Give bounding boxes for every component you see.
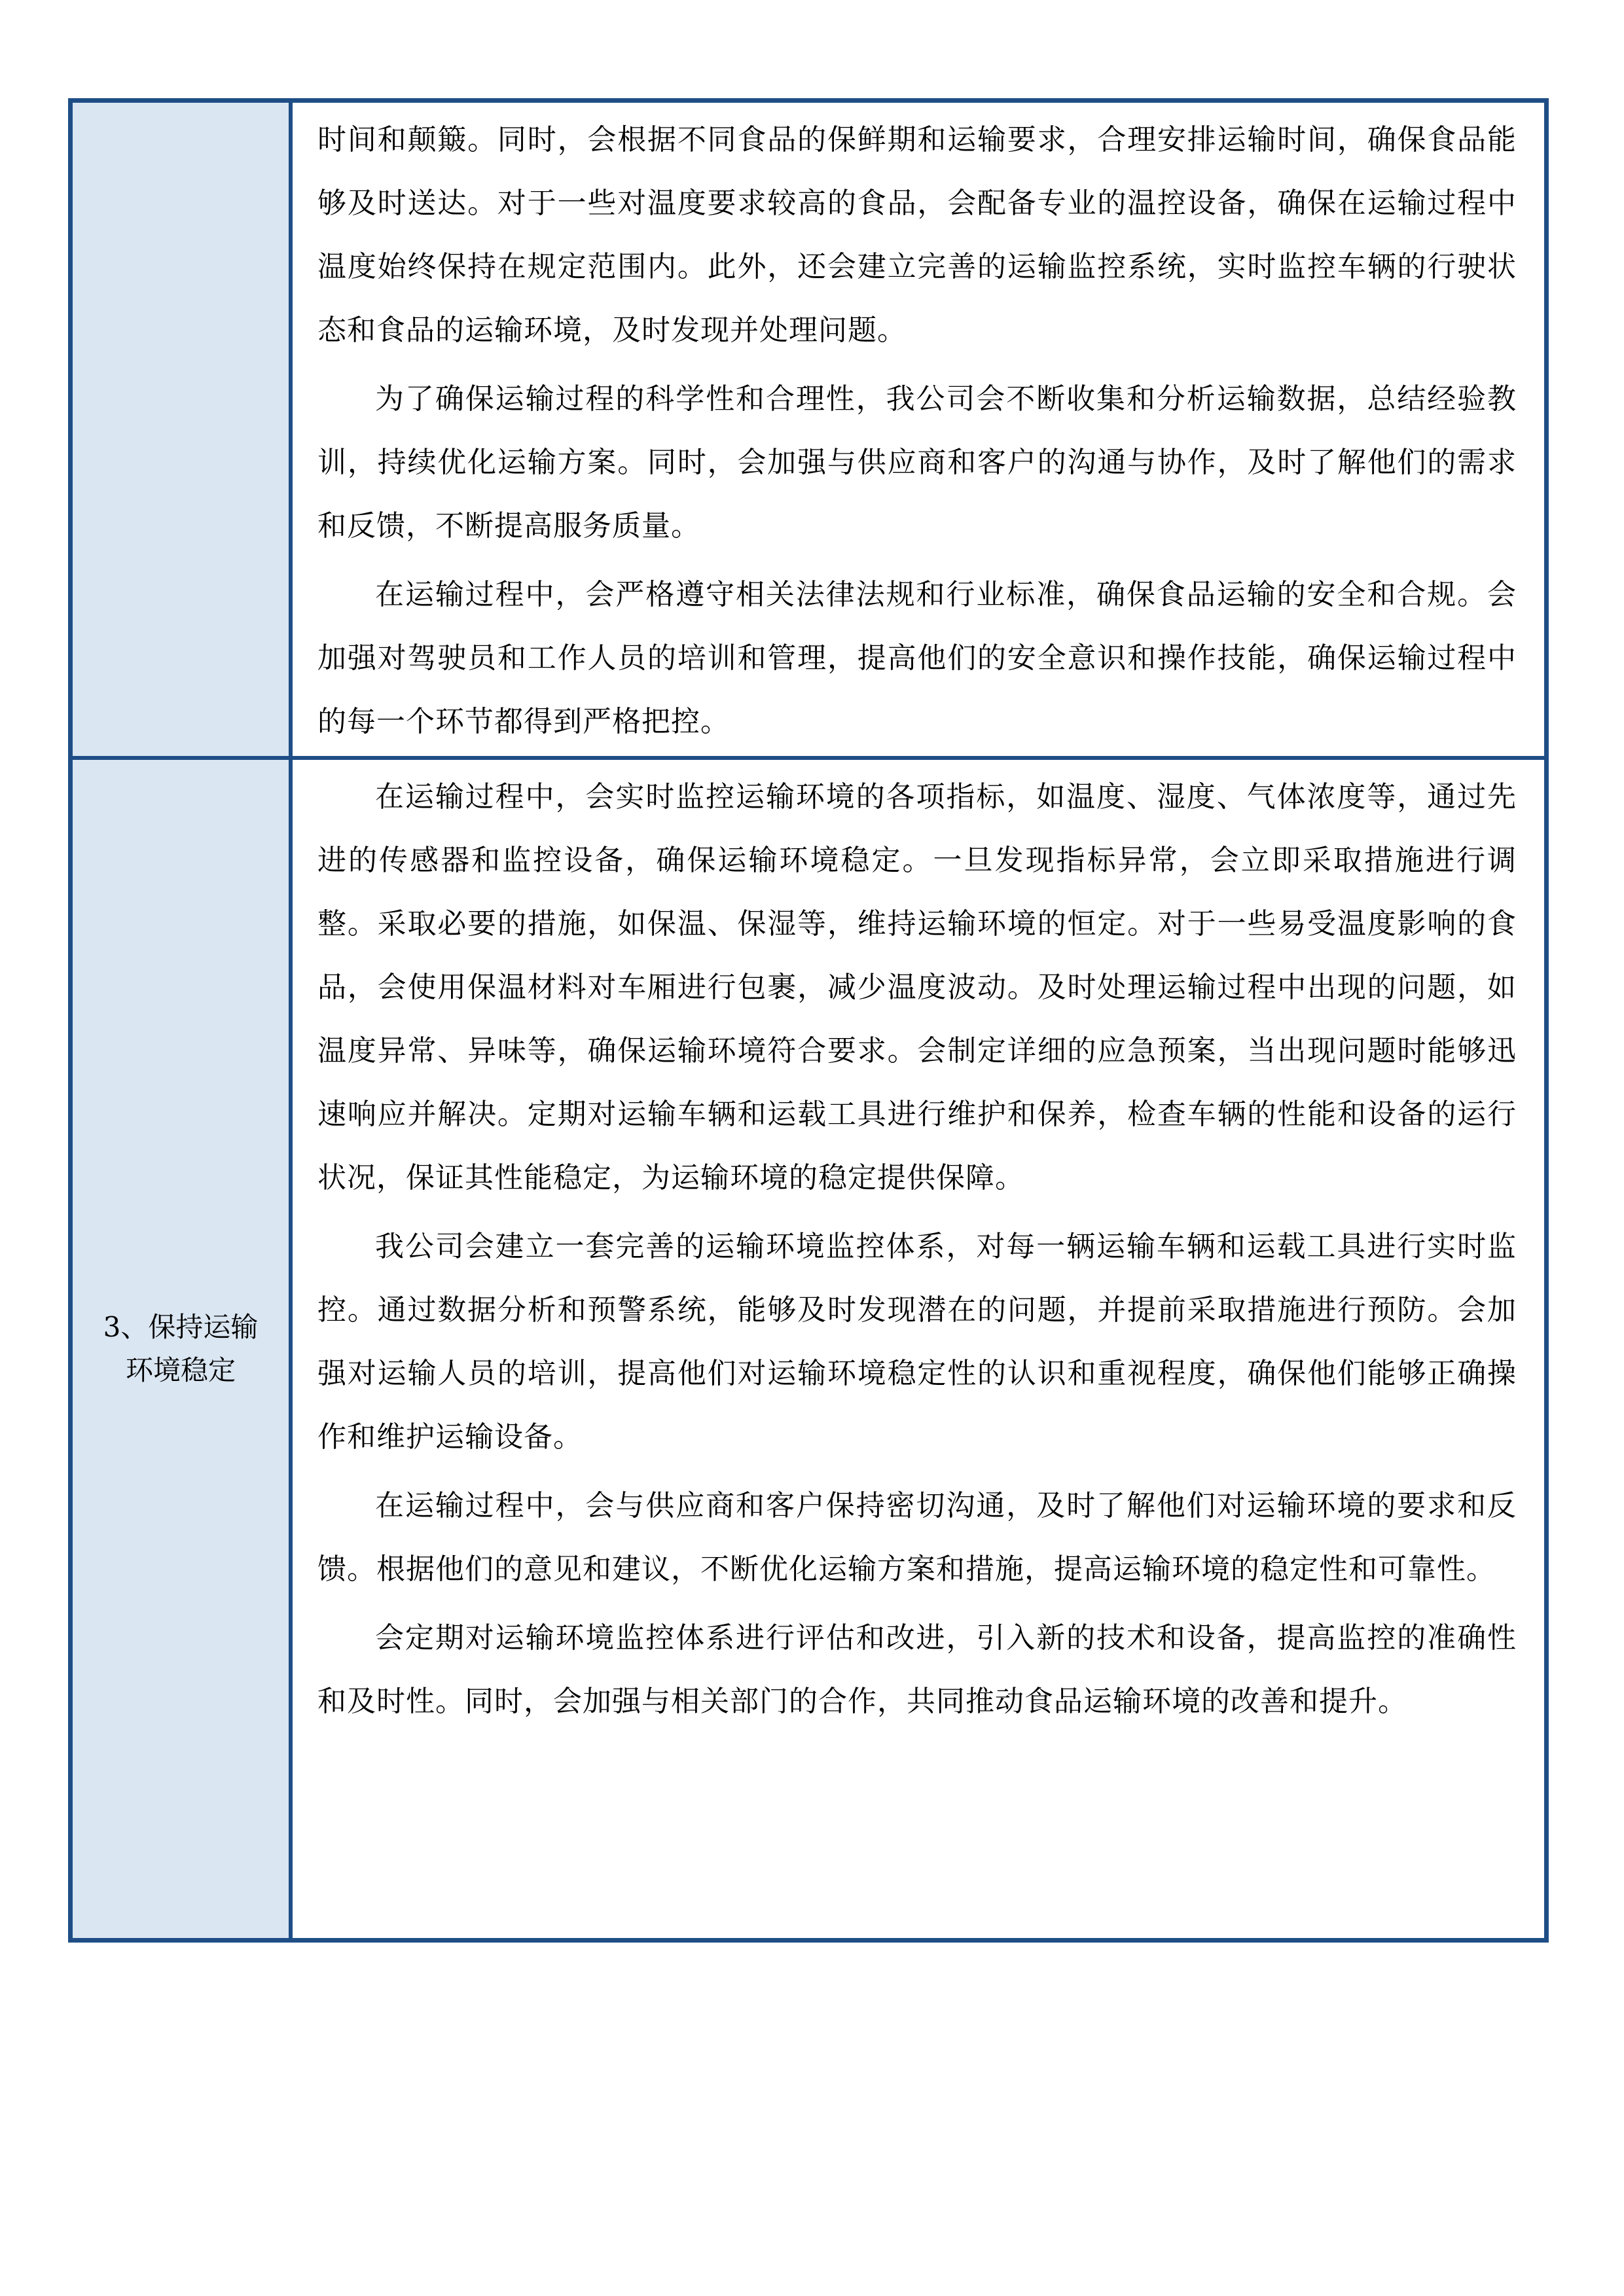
row-label-cell	[73, 760, 293, 1938]
table-row	[73, 756, 1544, 1938]
paragraph: 在运输过程中，会严格遵守相关法律法规和行业标准，确保食品运输的安全和合规。会加强对驾驶员和工作人员的培训和管理，提高他们的安全意识和操作技能，确保运输过程中的每一个环节都得到严格把控。	[317, 578, 1517, 738]
paragraph: 在运输过程中，会与供应商和客户保持密切沟通，及时了解他们对运输环境的要求和反馈。根据他们的意见和建议，不断优化运输方案和措施，提高运输环境的稳定性和可靠性。	[317, 1489, 1517, 1586]
row-content-cell	[293, 103, 1544, 756]
content-table	[68, 98, 1549, 1943]
paragraph: 时间和颠簸。同时，会根据不同食品的保鲜期和运输要求，合理安排运输时间，确保食品能够及时送达。对于一些对温度要求较高的食品，会配备专业的温控设备，确保在运输过程中温度始终保持在规定范围内。此外，还会建立完善的运输监控系统，实时监控车辆的行驶状态和食品的运输环境，及时发现并处理问题。	[317, 123, 1517, 347]
paragraph: 为了确保运输过程的科学性和合理性，我公司会不断收集和分析运输数据，总结经验教训，持续优化运输方案。同时，会加强与供应商和客户的沟通与协作，及时了解他们的需求和反馈，不断提高服务质量。	[317, 382, 1517, 543]
row-content-cell	[293, 760, 1544, 1938]
paragraph: 会定期对运输环境监控体系进行评估和改进，引入新的技术和设备，提高监控的准确性和及时性。同时，会加强与相关部门的合作，共同推动食品运输环境的改善和提升。	[317, 1621, 1517, 1718]
paragraph: 在运输过程中，会实时监控运输环境的各项指标，如温度、湿度、气体浓度等，通过先进的传感器和监控设备，确保运输环境稳定。一旦发现指标异常，会立即采取措施进行调整。采取必要的措施，如保温、保湿等，维持运输环境的恒定。对于一些易受温度影响的食品，会使用保温材料对车厢进行包裹，减少温度波动。及时处理运输过程中出现的问题，如温度异常、异味等，确保运输环境符合要求。会制定详细的应急预案，当出现问题时能够迅速响应并解决。定期对运输车辆和运载工具进行维护和保养，检查车辆的性能和设备的运行状况，保证其性能稳定，为运输环境的稳定提供保障。	[317, 780, 1517, 1194]
table-row	[73, 103, 1544, 756]
paragraph: 我公司会建立一套完善的运输环境监控体系，对每一辆运输车辆和运载工具进行实时监控。通过数据分析和预警系统，能够及时发现潜在的问题，并提前采取措施进行预防。会加强对运输人员的培训，提高他们对运输环境稳定性的认识和重视程度，确保他们能够正确操作和维护运输设备。	[317, 1230, 1517, 1454]
row-label: 3、保持运输环境稳定	[103, 1311, 259, 1386]
row-label-cell	[73, 103, 293, 756]
